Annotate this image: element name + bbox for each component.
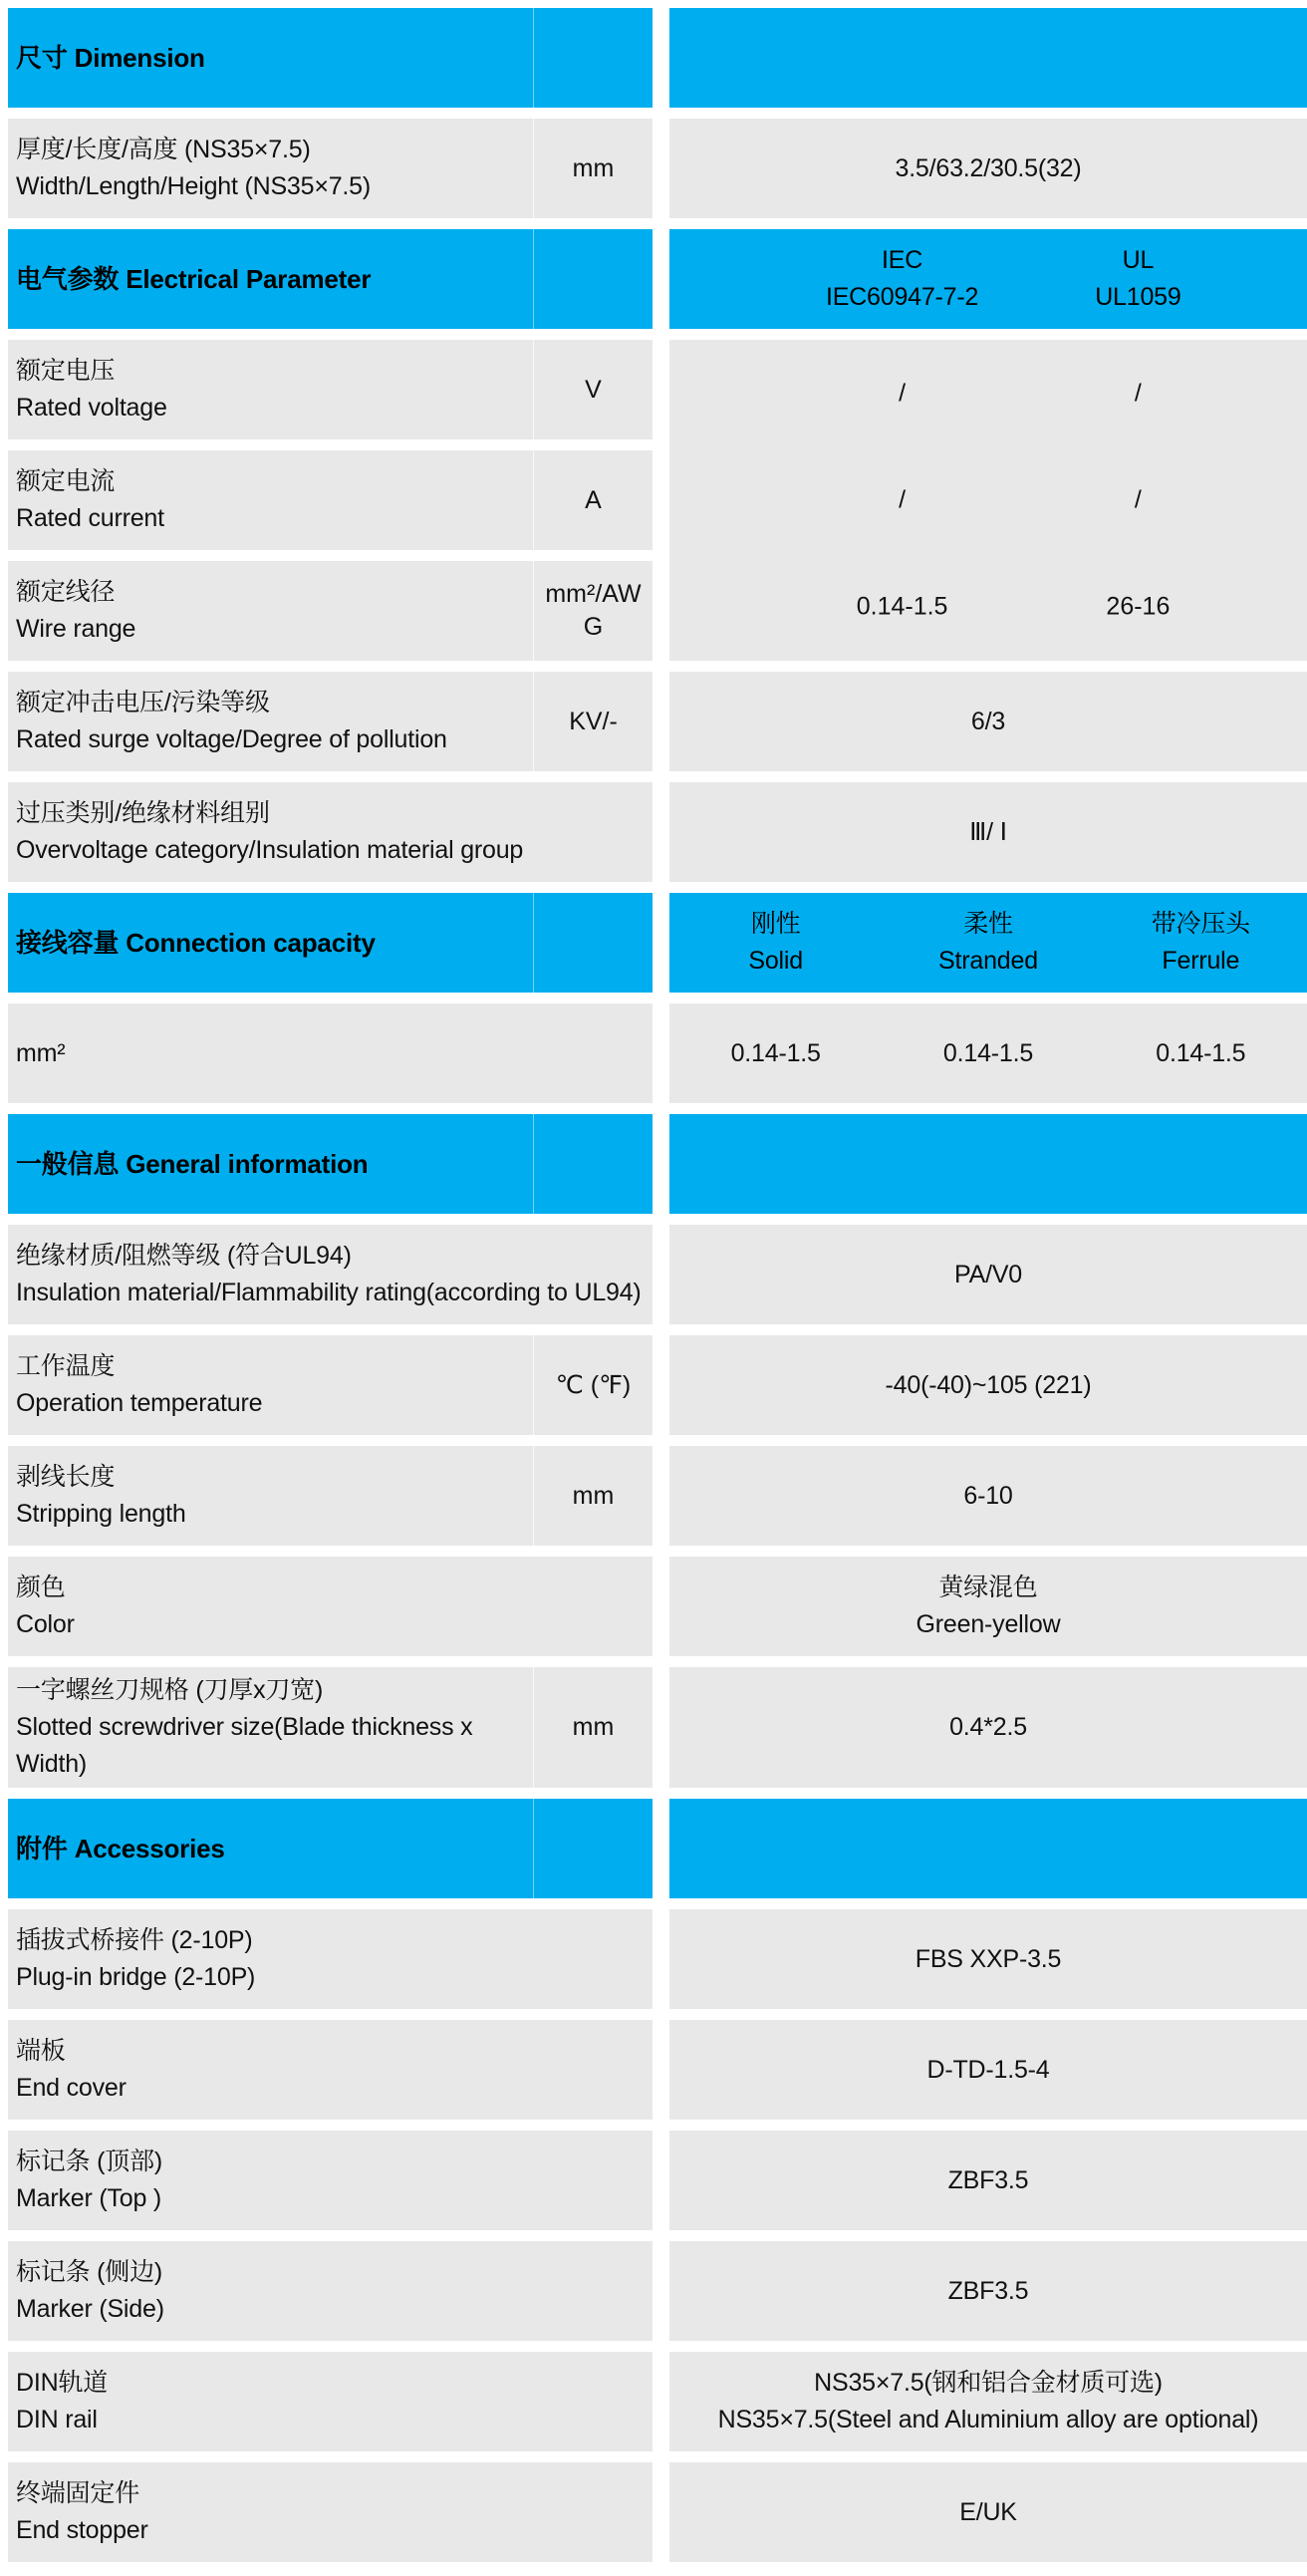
label-en: Width/Length/Height (NS35×7.5)	[16, 172, 372, 200]
row-bridge-value	[669, 1909, 1307, 2009]
electrical-rows-group	[8, 340, 1307, 661]
row-wire-range-unit	[533, 561, 653, 661]
row-screwdriver	[8, 1667, 1307, 1788]
row-end-cover	[8, 2020, 1307, 2120]
row-marker-top-label	[8, 2131, 653, 2230]
label-en: Plug-in bridge (2-10P)	[16, 1963, 256, 1991]
unit-text: A	[585, 485, 602, 514]
row-rated-voltage-left	[8, 340, 653, 439]
row-color	[8, 1557, 1307, 1656]
iec-title: IEC	[882, 246, 923, 274]
label-en: Rated voltage	[16, 394, 167, 422]
label-en: End stopper	[16, 2516, 148, 2544]
row-surge-voltage-label	[8, 672, 533, 771]
capacity-value-solid	[669, 1003, 882, 1103]
label-en: Slotted screwdriver size(Blade thickness x Width)	[16, 1713, 473, 1778]
label-en: Overvoltage category/Insulation material group	[16, 836, 524, 864]
row-bridge-left	[8, 1909, 653, 2009]
row-screwdriver-value	[669, 1667, 1307, 1788]
label-en: End cover	[16, 2074, 127, 2102]
label-zh: 额定线径	[16, 578, 116, 606]
value-en: Green-yellow	[915, 1610, 1061, 1638]
row-stripping-left	[8, 1446, 653, 1546]
row-din-rail-label	[8, 2352, 653, 2451]
row-end-cover-value	[669, 2020, 1307, 2120]
column-header-ferrule	[1095, 893, 1307, 993]
value-en: NS35×7.5(Steel and Aluminium alloy are optional)	[717, 2406, 1259, 2433]
row-temperature-label	[8, 1335, 533, 1435]
row-screwdriver-unit	[533, 1667, 653, 1788]
row-marker-side-value	[669, 2241, 1307, 2341]
row-din-rail	[8, 2352, 1307, 2451]
row-marker-side-left	[8, 2241, 653, 2341]
row-insulation-left	[8, 1225, 653, 1324]
section-header-general-cell	[8, 1114, 653, 1214]
row-overvoltage-value	[669, 782, 1307, 882]
row-marker-top	[8, 2131, 1307, 2230]
row-marker-side	[8, 2241, 1307, 2341]
value-zh: 黄绿混色	[938, 1574, 1038, 1601]
row-screwdriver-label	[8, 1667, 533, 1788]
connection-columns-header	[669, 893, 1307, 993]
row-temperature-unit	[533, 1335, 653, 1435]
unit-spacer	[533, 1799, 653, 1898]
label-zh: DIN轨道	[16, 2369, 109, 2397]
row-stripping-label	[8, 1446, 533, 1546]
section-header-dimension-right	[669, 8, 1307, 108]
value-text: E/UK	[959, 2497, 1017, 2526]
section-title-accessories	[8, 1799, 533, 1898]
iec-standard-header	[826, 242, 978, 316]
row-din-rail-value	[669, 2352, 1307, 2451]
row-surge-voltage	[8, 672, 1307, 771]
electrical-labels-stack	[8, 340, 653, 661]
label-zh: 剥线长度	[16, 1463, 116, 1491]
section-header-connection-cell	[8, 893, 653, 993]
row-stripping-unit	[533, 1446, 653, 1546]
value-text: PA/V0	[953, 1260, 1023, 1288]
label-en: Wire range	[16, 615, 136, 643]
label-zh: 一字螺丝刀规格 (刀厚x刀宽)	[16, 1676, 324, 1704]
section-header-dimension	[8, 8, 1307, 108]
row-size-value	[669, 119, 1307, 218]
label-en: Operation temperature	[16, 1389, 263, 1417]
unit-text: mm	[572, 1481, 615, 1510]
value-text: 3.5/63.2/30.5(32)	[895, 153, 1082, 182]
row-rated-current-unit	[533, 450, 653, 550]
label-zh: 标记条 (顶部)	[16, 2147, 162, 2175]
label-zh: 额定电压	[16, 357, 116, 385]
label-zh: 插拔式桥接件 (2-10P)	[16, 1926, 253, 1954]
section-title-text: 接线容量 Connection capacity	[16, 927, 376, 958]
iec-value: /	[899, 485, 907, 514]
row-capacity-values	[669, 1003, 1307, 1103]
row-rated-current-left	[8, 450, 653, 550]
value-text: -40(-40)~105 (221)	[885, 1370, 1092, 1399]
value-text: 0.14-1.5	[730, 1038, 821, 1067]
label-en: Marker (Top )	[16, 2184, 162, 2212]
section-header-dimension-cell	[8, 8, 653, 108]
row-stripping-value	[669, 1446, 1307, 1546]
ul-title: UL	[1122, 246, 1155, 274]
section-header-accessories	[8, 1799, 1307, 1898]
value-text: 0.4*2.5	[949, 1713, 1027, 1741]
row-color-label	[8, 1557, 653, 1656]
row-screwdriver-left	[8, 1667, 653, 1788]
unit-text: V	[585, 375, 602, 404]
ul-subtitle: UL1059	[1095, 283, 1181, 311]
row-stripping-length	[8, 1446, 1307, 1546]
row-overvoltage-category	[8, 782, 1307, 882]
label-zh: 颜色	[16, 1574, 66, 1601]
value-text: 0.14-1.5	[1156, 1038, 1246, 1067]
column-header-stranded	[882, 893, 1094, 993]
row-marker-side-label	[8, 2241, 653, 2341]
section-header-accessories-cell	[8, 1799, 653, 1898]
unit-text: KV/-	[569, 707, 618, 735]
section-header-connection	[8, 893, 1307, 993]
row-insulation	[8, 1225, 1307, 1324]
section-title-text: 一般信息 General information	[16, 1148, 369, 1179]
unit-spacer	[533, 8, 653, 108]
ul-value: 26-16	[1106, 592, 1171, 621]
label-en: Insulation material/Flammability rating(according to UL94)	[16, 1279, 642, 1306]
row-size-label	[8, 119, 533, 218]
column-zh: 刚性	[750, 910, 801, 938]
label-zh: 过压类别/绝缘材料组别	[16, 799, 270, 827]
label-zh: 工作温度	[16, 1352, 116, 1380]
label-en: Marker (Side)	[16, 2295, 164, 2323]
value-zh: NS35×7.5(钢和铝合金材质可选)	[814, 2369, 1163, 2397]
row-surge-voltage-left	[8, 672, 653, 771]
capacity-value-stranded	[882, 1003, 1094, 1103]
label-en: Color	[16, 1610, 75, 1638]
row-rated-current-label	[8, 450, 533, 550]
capacity-value-ferrule	[1095, 1003, 1307, 1103]
row-bridge-label	[8, 1909, 653, 2009]
row-insulation-label	[8, 1225, 653, 1324]
row-end-stopper-label	[8, 2462, 653, 2562]
unit-text: mm	[572, 153, 615, 182]
value-text: FBS XXP-3.5	[915, 1944, 1062, 1973]
unit-text: mm²/AWG	[545, 580, 642, 641]
section-title-text: 电气参数 Electrical Parameter	[16, 263, 372, 294]
label-zh: 绝缘材质/阻燃等级 (符合UL94)	[16, 1242, 352, 1270]
row-surge-voltage-unit	[533, 672, 653, 771]
value-text: ZBF3.5	[947, 2165, 1029, 2194]
label-zh: 额定电流	[16, 467, 116, 495]
row-capacity-label	[8, 1003, 653, 1103]
column-zh: 带冷压头	[1151, 910, 1250, 938]
section-header-general-right	[669, 1114, 1307, 1214]
label-zh: 端板	[16, 2037, 66, 2065]
row-rated-voltage-label	[8, 340, 533, 439]
electrical-values-merged	[669, 340, 1307, 661]
section-title-connection	[8, 893, 533, 993]
value-text: D-TD-1.5-4	[926, 2055, 1050, 2084]
value-text: Ⅲ/ Ⅰ	[969, 817, 1007, 846]
label-en: Rated surge voltage/Degree of pollution	[16, 725, 447, 753]
row-size	[8, 119, 1307, 218]
rated-current-values	[669, 446, 1307, 553]
label-zh: 终端固定件	[16, 2479, 140, 2507]
row-temperature-left	[8, 1335, 653, 1435]
row-din-rail-left	[8, 2352, 653, 2451]
section-header-electrical	[8, 229, 1307, 329]
unit-text: mm	[572, 1713, 615, 1741]
row-insulation-value	[669, 1225, 1307, 1324]
row-end-stopper-value	[669, 2462, 1307, 2562]
unit-spacer	[533, 1114, 653, 1214]
rated-voltage-values	[669, 340, 1307, 446]
iec-value: /	[899, 379, 907, 408]
row-temperature	[8, 1335, 1307, 1435]
row-wire-range-label	[8, 561, 533, 661]
row-end-cover-label	[8, 2020, 653, 2120]
column-header-solid	[669, 893, 882, 993]
row-end-cover-left	[8, 2020, 653, 2120]
row-capacity-mm2	[8, 1003, 1307, 1103]
ul-value: /	[1134, 485, 1142, 514]
iec-subtitle: IEC60947-7-2	[825, 283, 979, 311]
label-en: Rated current	[16, 504, 164, 532]
unit-spacer	[533, 893, 653, 993]
label-zh: 额定冲击电压/污染等级	[16, 689, 270, 716]
column-zh: 柔性	[963, 910, 1013, 938]
column-en: Stranded	[938, 947, 1038, 975]
section-header-accessories-right	[669, 1799, 1307, 1898]
iec-value: 0.14-1.5	[856, 592, 948, 621]
standards-header	[669, 229, 1307, 329]
row-marker-top-left	[8, 2131, 653, 2230]
wire-range-values	[669, 554, 1307, 661]
row-end-stopper-left	[8, 2462, 653, 2562]
section-title-electrical	[8, 229, 533, 329]
row-marker-top-value	[669, 2131, 1307, 2230]
label-zh: 标记条 (侧边)	[16, 2258, 162, 2286]
row-color-left	[8, 1557, 653, 1656]
section-title-text: 尺寸 Dimension	[16, 42, 205, 73]
label-text: mm²	[16, 1038, 66, 1067]
value-text: 6-10	[963, 1481, 1013, 1510]
section-header-electrical-cell	[8, 229, 653, 329]
ul-value: /	[1134, 379, 1142, 408]
unit-text: ℃ (℉)	[555, 1370, 632, 1399]
value-text: 0.14-1.5	[942, 1038, 1034, 1067]
row-surge-voltage-value	[669, 672, 1307, 771]
value-text: 6/3	[970, 707, 1006, 735]
row-overvoltage-left	[8, 782, 653, 882]
row-capacity-left	[8, 1003, 653, 1103]
row-temperature-value	[669, 1335, 1307, 1435]
row-rated-voltage-unit	[533, 340, 653, 439]
section-title-general	[8, 1114, 533, 1214]
ul-standard-header	[1095, 242, 1180, 316]
section-title-dimension	[8, 8, 533, 108]
column-en: Solid	[748, 947, 803, 975]
label-zh: 厚度/长度/高度 (NS35×7.5)	[16, 136, 311, 163]
row-color-value	[669, 1557, 1307, 1656]
row-size-unit	[533, 119, 653, 218]
section-title-text: 附件 Accessories	[16, 1833, 225, 1863]
section-header-general	[8, 1114, 1307, 1214]
row-size-left	[8, 119, 653, 218]
label-en: DIN rail	[16, 2406, 98, 2433]
row-overvoltage-label	[8, 782, 653, 882]
row-plug-in-bridge	[8, 1909, 1307, 2009]
row-end-stopper	[8, 2462, 1307, 2562]
label-en: Stripping length	[16, 1500, 186, 1528]
column-en: Ferrule	[1162, 947, 1240, 975]
row-wire-range-left	[8, 561, 653, 661]
value-text: ZBF3.5	[947, 2276, 1029, 2305]
unit-spacer	[533, 229, 653, 329]
